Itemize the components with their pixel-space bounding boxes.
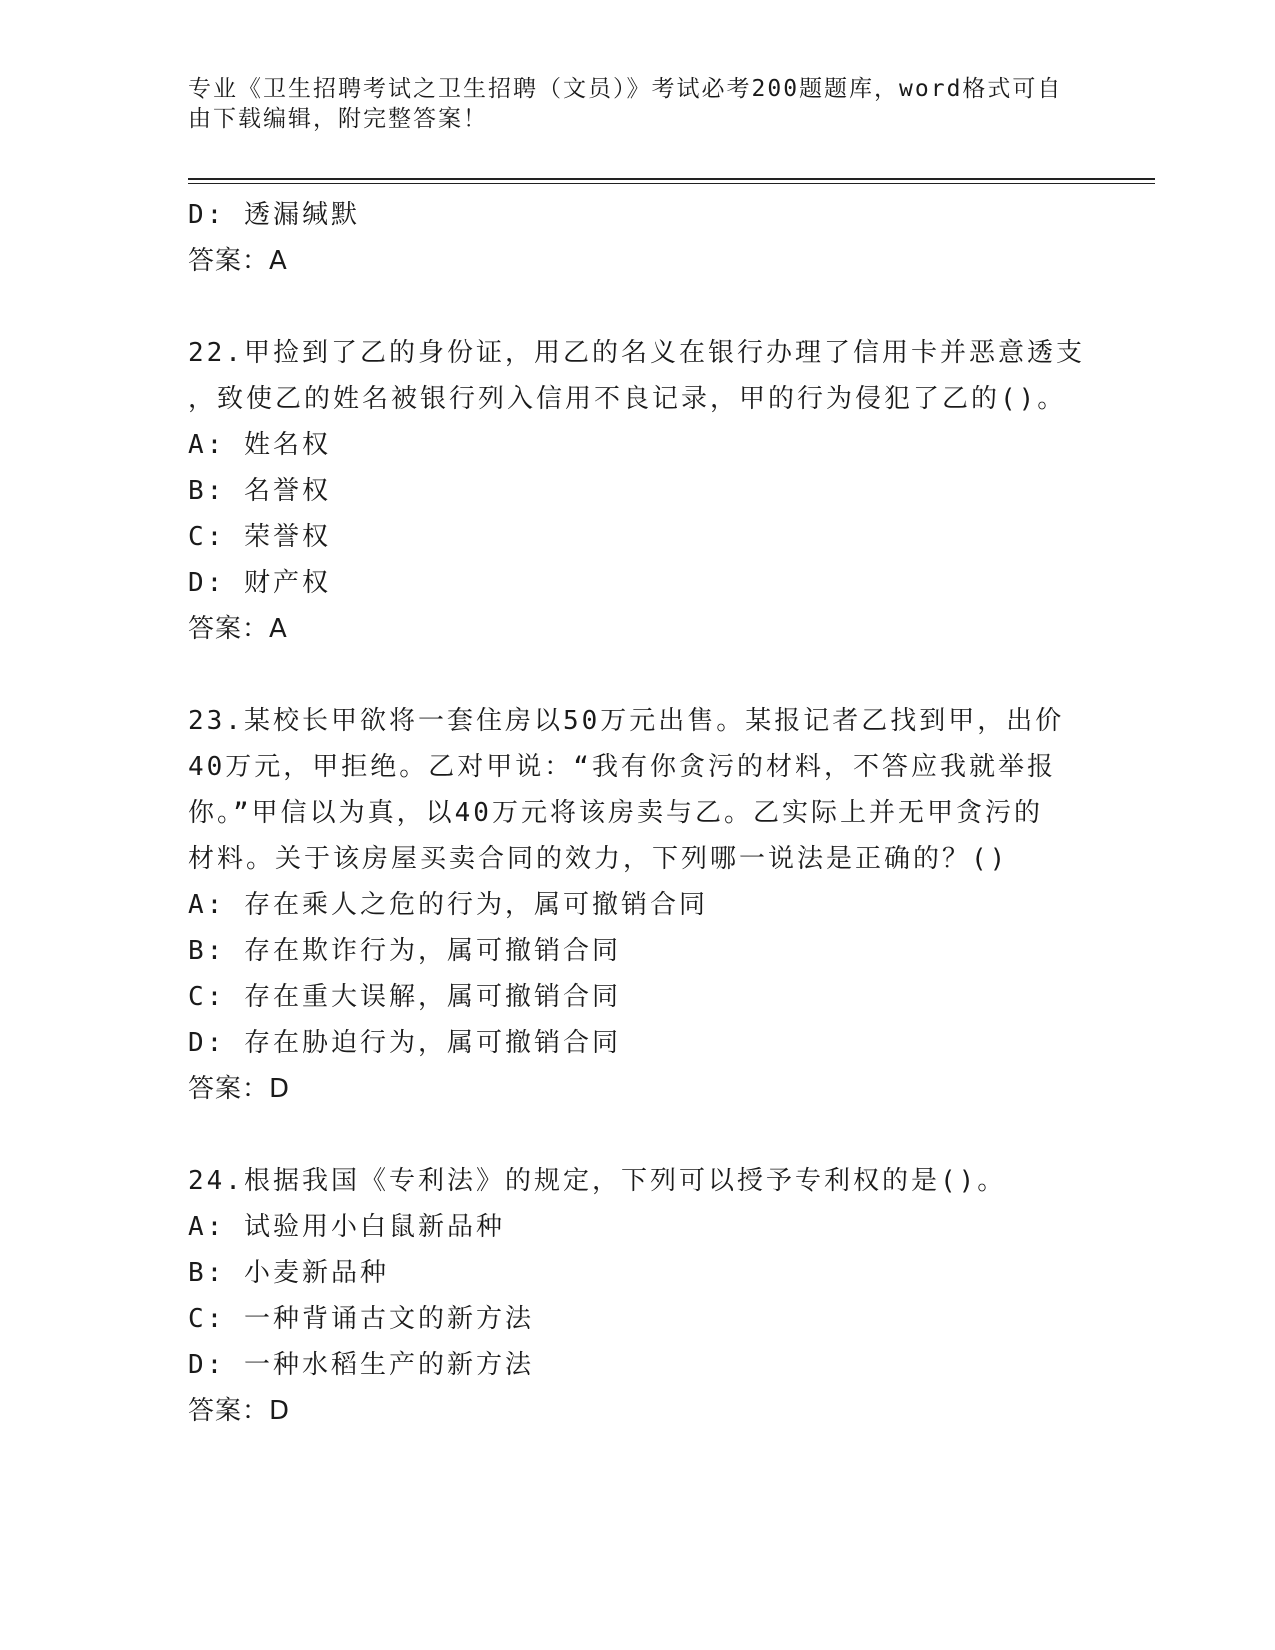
question-stem: 40万元，甲拒绝。乙对甲说：“我有你贪污的材料，不答应我就举报 (188, 752, 1056, 782)
option-b: B: 存在欺诈行为，属可撤销合同 (188, 936, 621, 966)
answer-line: 答案：A (188, 246, 288, 276)
option-a: A: 存在乘人之危的行为，属可撤销合同 (188, 890, 708, 920)
question-stem: 材料。关于该房屋买卖合同的效力，下列哪一说法是正确的？() (188, 844, 1009, 874)
spacer (188, 284, 1088, 330)
option-d: D: 存在胁迫行为，属可撤销合同 (188, 1028, 621, 1058)
header-line-1: 专业《卫生招聘考试之卫生招聘（文员）》考试必考200题题库，word格式可自 (188, 76, 1063, 102)
header-line-2: 由下载编辑，附完整答案！ (188, 106, 488, 132)
question-22 (188, 330, 1088, 652)
option-c: C: 荣誉权 (188, 522, 331, 552)
question-stem: 你。”甲信以为真，以40万元将该房卖与乙。乙实际上并无甲贪污的 (188, 798, 1043, 828)
spacer (188, 1112, 1088, 1158)
answer-line: 答案：A (188, 614, 288, 644)
header-divider-thick (188, 178, 1155, 180)
header-divider-thin (188, 183, 1155, 184)
option-a: A: 姓名权 (188, 430, 331, 460)
option-d: D: 财产权 (188, 568, 331, 598)
prev-question-tail (188, 192, 1088, 284)
question-stem: ，致使乙的姓名被银行列入信用不良记录，甲的行为侵犯了乙的()。 (188, 384, 1067, 414)
question-stem: 22.甲捡到了乙的身份证，用乙的名义在银行办理了信用卡并恶意透支 (188, 338, 1085, 368)
option-c: C: 存在重大误解，属可撤销合同 (188, 982, 621, 1012)
document-header (188, 74, 1068, 134)
answer-line: 答案：D (188, 1396, 291, 1426)
option-b: B: 小麦新品种 (188, 1258, 389, 1288)
option-c: C: 一种背诵古文的新方法 (188, 1304, 534, 1334)
question-24 (188, 1158, 1088, 1434)
question-stem: 24.根据我国《专利法》的规定，下列可以授予专利权的是()。 (188, 1166, 1007, 1196)
spacer (188, 652, 1088, 698)
question-23 (188, 698, 1088, 1112)
option-a: A: 试验用小白鼠新品种 (188, 1212, 505, 1242)
option-d: D: 透漏缄默 (188, 200, 360, 230)
question-stem: 23.某校长甲欲将一套住房以50万元出售。某报记者乙找到甲，出价 (188, 706, 1065, 736)
option-b: B: 名誉权 (188, 476, 331, 506)
option-d: D: 一种水稻生产的新方法 (188, 1350, 534, 1380)
answer-line: 答案：D (188, 1074, 291, 1104)
question-list (188, 192, 1088, 1434)
